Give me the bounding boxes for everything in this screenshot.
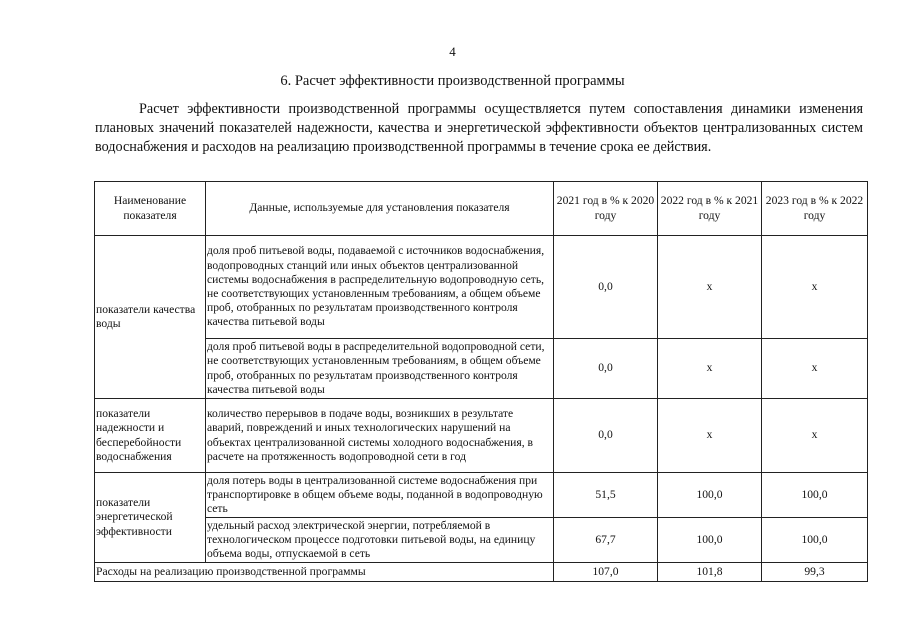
row-value-2022: 100,0 [658, 473, 762, 518]
section-title: 6. Расчет эффективности производственной программы [280, 73, 625, 89]
row-value-2021: 0,0 [554, 399, 658, 473]
header-2021: 2021 год в % к 2020 году [554, 182, 658, 236]
header-indicator-name: Наименование показателя [95, 182, 206, 236]
row-data-text: количество перерывов в подаче воды, возникших в результате аварий, повреждений и иных технологических нарушений на объектах централизованной системы холодного водоснабжения, в расчете на протяженность водопроводной сети в год [206, 399, 554, 473]
row-value-2021: 51,5 [554, 473, 658, 518]
table-row [95, 473, 868, 518]
row-data-text: доля проб питьевой воды в распределительной водопроводной сети, не соответствующих установленным требованиям, в общем объеме проб, отобранных по результатам производственного контроля качества питьевой воды [206, 339, 554, 399]
row-value-2023: x [762, 236, 868, 339]
row-value-2021: 0,0 [554, 339, 658, 399]
table-row [95, 399, 868, 473]
header-2022: 2022 год в % к 2021 году [658, 182, 762, 236]
row-value-2022: x [658, 236, 762, 339]
row-value-2023: x [762, 399, 868, 473]
total-value-2023: 99,3 [762, 563, 868, 582]
header-2023: 2023 год в % к 2022 году [762, 182, 868, 236]
total-value-2021: 107,0 [554, 563, 658, 582]
group-name-reliability: показатели надежности и бесперебойности водоснабжения [95, 399, 206, 473]
table-total-row [95, 563, 868, 582]
header-data-used: Данные, используемые для установления показателя [206, 182, 554, 236]
table-row [95, 236, 868, 339]
row-value-2021: 67,7 [554, 518, 658, 563]
row-data-text: доля потерь воды в централизованной системе водоснабжения при транспортировке в общем объеме воды, поданной в водопроводную сеть [206, 473, 554, 518]
row-data-text: доля проб питьевой воды, подаваемой с источников водоснабжения, водопроводных станций или иных объектов централизованной системы водоснабжения в распределительную водопроводную сеть, не соответствующих установленным требованиям, а общем объеме проб, отобранных по результатам производственного контроля качества питьевой воды [206, 236, 554, 339]
table-header-row [95, 182, 868, 236]
table-row [95, 339, 868, 399]
row-value-2022: x [658, 399, 762, 473]
total-value-2022: 101,8 [658, 563, 762, 582]
row-value-2022: x [658, 339, 762, 399]
row-value-2023: x [762, 339, 868, 399]
group-name-water-quality: показатели качества воды [95, 236, 206, 399]
table-row [95, 518, 868, 563]
row-value-2022: 100,0 [658, 518, 762, 563]
intro-paragraph: Расчет эффективности производственной программы осуществляется путем сопоставления динамики изменения плановых значений показателей надежности, качества и энергетической эффективности объектов централизованных систем водоснабжения и расходов на реализацию производственной программы в течение срока ее действия. [95, 101, 863, 155]
row-data-text: удельный расход электрической энергии, потребляемой в технологическом процессе подготовки питьевой воды, на единицу объема воды, отпускаемой в сеть [206, 518, 554, 563]
group-name-energy-efficiency: показатели энергетической эффективности [95, 473, 206, 563]
row-value-2023: 100,0 [762, 473, 868, 518]
total-label: Расходы на реализацию производственной программы [95, 563, 554, 582]
row-value-2023: 100,0 [762, 518, 868, 563]
row-value-2021: 0,0 [554, 236, 658, 339]
page-number: 4 [449, 44, 456, 59]
efficiency-table [94, 181, 868, 582]
